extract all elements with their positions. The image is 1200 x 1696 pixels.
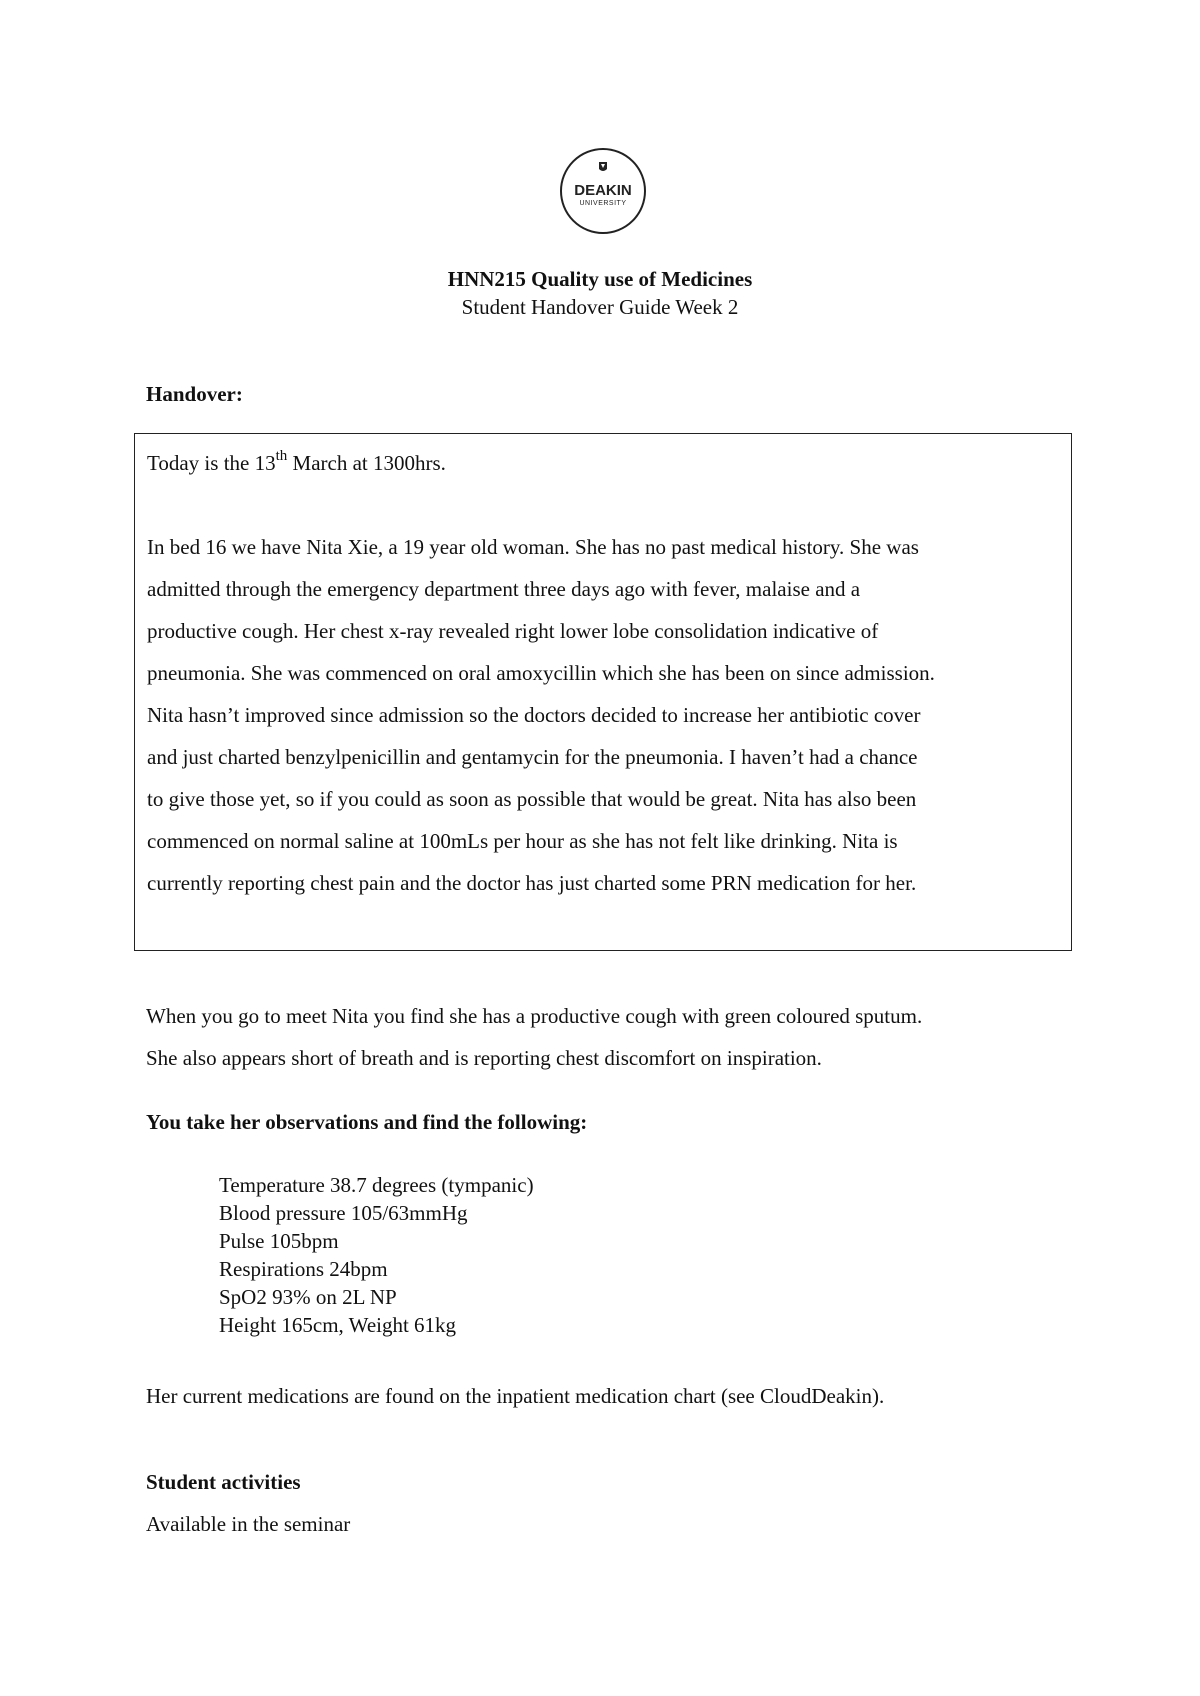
deakin-university-logo [559,147,647,235]
logo-text-university: UNIVERSITY [579,200,627,207]
observation-item: Pulse 105bpm [219,1229,339,1253]
document-title: HNN215 Quality use of Medicines [447,267,753,291]
handover-line: to give those yet, so if you could as soon as possible that would be great. Nita has also been [147,787,917,811]
observations-heading: You take her observations and find the following: [146,1110,588,1134]
observation-item: Height 165cm, Weight 61kg [219,1313,457,1337]
handover-line: pneumonia. She was commenced on oral amoxycillin which she has been on since admission. [147,661,935,685]
observations-list [219,1171,534,1339]
logo-emblem [559,147,647,235]
student-activities-text: Available in the seminar [146,1512,351,1536]
student-activities-heading: Student activities [146,1470,301,1494]
handover-line: and just charted benzylpenicillin and gentamycin for the pneumonia. I haven’t had a chance [147,745,918,769]
handover-date-line [147,442,1059,484]
observation-item: Respirations 24bpm [219,1257,388,1281]
handover-line: productive cough. Her chest x-ray revealed right lower lobe consolidation indicative of [147,619,879,643]
handover-date-suffix: March at 1300hrs. [287,451,446,475]
logo-text-deakin: DEAKIN [574,182,632,199]
handover-line: admitted through the emergency department three days ago with fever, malaise and a [147,577,861,601]
assessment-line: When you go to meet Nita you find she has a productive cough with green coloured sputum. [146,1004,923,1028]
handover-narrative [147,526,1059,904]
assessment-line: She also appears short of breath and is reporting chest discomfort on inspiration. [146,1046,822,1070]
handover-date-superscript: th [275,448,288,464]
observation-item: SpO2 93% on 2L NP [219,1285,397,1309]
handover-line: currently reporting chest pain and the doctor has just charted some PRN medication for her. [147,871,917,895]
handover-date-prefix: Today is the 13 [147,451,276,475]
handover-line: Nita hasn’t improved since admission so the doctors decided to increase her antibiotic cover [147,703,921,727]
medications-note: Her current medications are found on the inpatient medication chart (see CloudDeakin). [146,1384,885,1408]
observation-item: Blood pressure 105/63mmHg [219,1201,468,1225]
document-header [0,265,1200,321]
handover-line: commenced on normal saline at 100mLs per hour as she has not felt like drinking. Nita is [147,829,898,853]
handover-heading: Handover: [146,382,243,406]
observation-item: Temperature 38.7 degrees (tympanic) [219,1173,534,1197]
assessment-paragraph [146,995,922,1079]
document-subtitle: Student Handover Guide Week 2 [461,295,739,319]
handover-box [134,433,1072,951]
handover-line: In bed 16 we have Nita Xie, a 19 year old woman. She has no past medical history. She was [147,535,919,559]
